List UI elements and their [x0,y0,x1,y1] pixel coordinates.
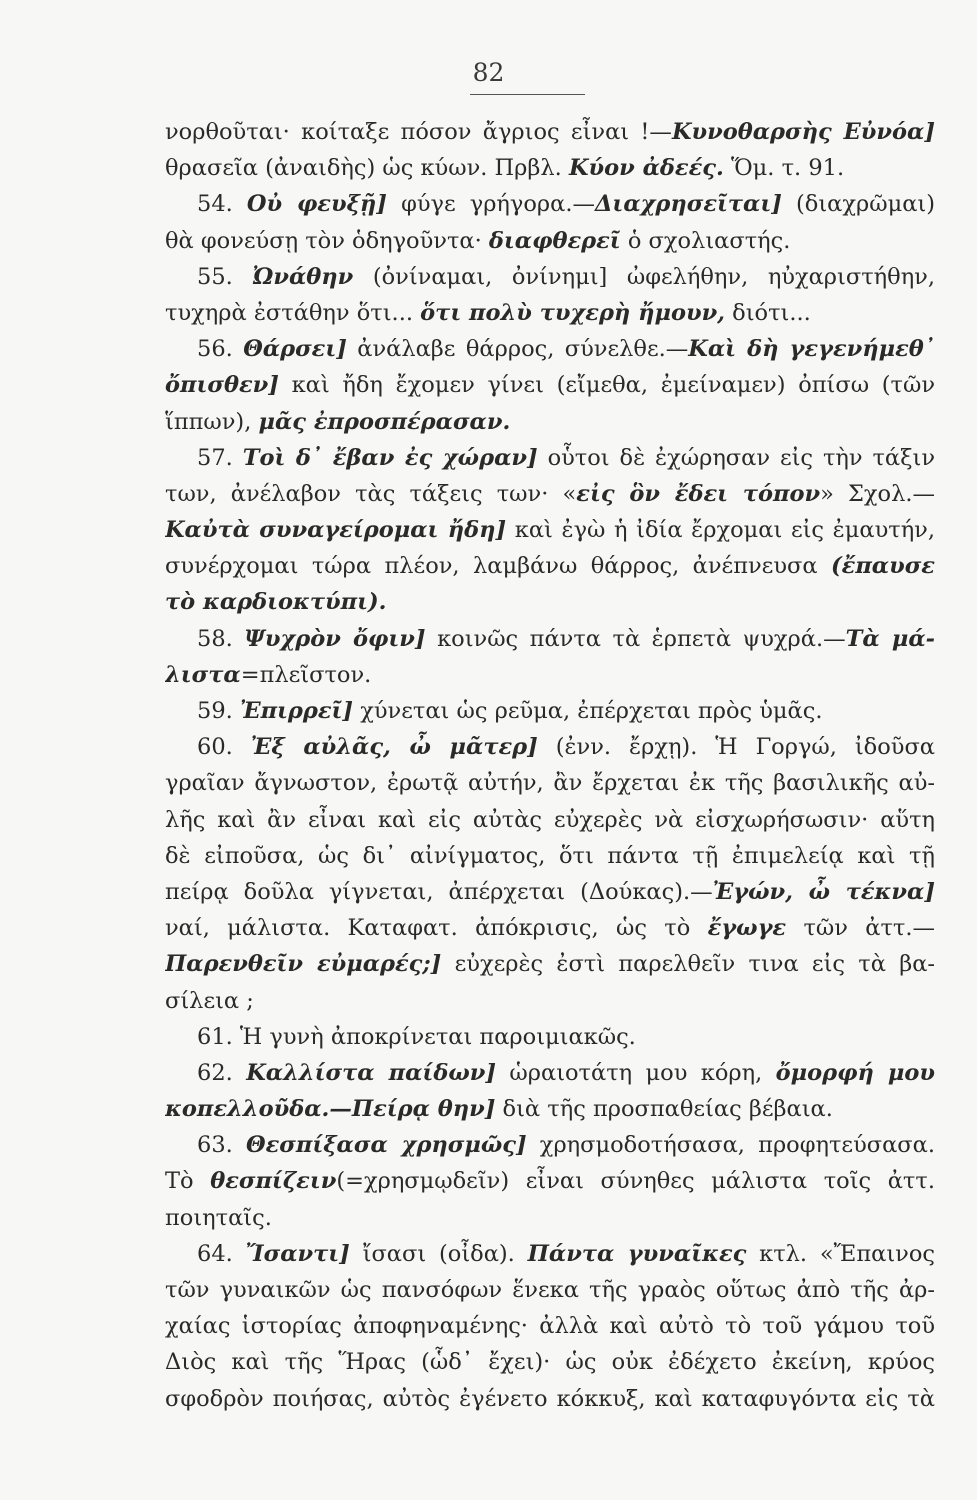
text-line [165,657,935,693]
text-line [165,223,935,259]
gloss-text: οὗτοι δὲ ἐχώρησαν εἰς τὴν τάξιν [537,444,935,471]
gloss-text: πείρᾳ δοῦλα γίγνεται, ἀπέρχεται (Δούκας).— [165,878,713,905]
text-line [165,476,935,512]
lemma-text: Οὐ φευξῇ] [246,191,387,218]
gloss-text: θὰ φονεύσῃ τὸν ὁδηγοῦντα· [165,227,489,254]
gloss-text: καὶ ἤδη ἔχομεν γίνει (εἴμεθα, ἐμείναμεν) ὀπίσω (τῶν [278,372,935,399]
gloss-text: Διὸς καὶ τῆς Ἥρας (ὧδ᾽ ἔχει)· ὡς οὐκ ἐδέχετο ἐκείνη, κρύος [165,1349,935,1376]
text-line [165,1308,935,1344]
gloss-text: Ὅμ. τ. 91. [723,155,845,182]
gloss-text: Τὸ [165,1168,211,1195]
lemma-text: ὅτι πολὺ τυχερὴ ἤμουν, [420,299,726,326]
lemma-text: λιστα [165,661,241,688]
lemma-text: τὸ καρδιοκτύπι). [165,589,387,616]
gloss-text: 64. [197,1240,246,1267]
lemma-text: Καὐτὰ συναγείρομαι ἤδη] [165,517,507,544]
lemma-text: διαφθερεῖ [488,227,621,254]
gloss-text: 60. [197,734,251,761]
gloss-text: (διαχρῶμαι) [781,191,935,218]
text-line [165,404,935,440]
text-line [165,1272,935,1308]
lemma-text: (ἔπαυσε [831,553,935,580]
gloss-text: θρασεῖα (ἀναιδὴς) ὡς κύων. Πρβλ. [165,155,569,182]
text-line [165,983,935,1019]
gloss-text: τῶν γυναικῶν ὡς πανσόφων ἕνεκα τῆς γραὸς οὕτως ἀπὸ τῆς ἀρ- [165,1277,935,1303]
gloss-text: τυχηρὰ ἐστάθην ὅτι... [165,299,421,326]
text-line [165,621,935,657]
lemma-text: Θεσπίξασα χρησμῶς] [246,1132,527,1159]
text-line [165,1236,935,1272]
gloss-text: » Σχολ.— [820,480,935,507]
gloss-text: σφοδρὸν ποιήσας, αὐτὸς ἐγένετο κόκκυξ, καὶ καταφυγόντα εἰς τὰ [165,1385,935,1412]
gloss-text: (=χρησμῳδεῖν) εἶναι σύνηθες μάλιστα τοῖς ἀττ. [336,1168,935,1195]
gloss-text: χρησμοδοτήσασα, προφητεύσασα. [526,1132,935,1159]
text-line [165,910,935,946]
gloss-text: τῶν ἀττ.— [786,915,935,942]
text-line [165,874,935,910]
gloss-text: ἵππων), [165,408,259,435]
gloss-text: κτλ. «Ἔπαινος [746,1240,935,1267]
gloss-text: λῆς καὶ ἂν εἶναι καὶ εἰς αὐτὰς εὐχερὲς νὰ εἰσχωρήσωσιν· αὕτη [165,806,935,833]
gloss-text: δὲ εἰποῦσα, ὡς δι᾽ αἰνίγματος, ὅτι πάντα τῇ ἐπιμελείᾳ καὶ τῇ [165,842,935,869]
lemma-text: Ἴσαντι] [245,1240,350,1267]
text-line [165,765,935,801]
gloss-text: ὁ σχολιαστής. [620,227,791,254]
lemma-text: Ψυχρὸν ὄφιν] [244,625,426,652]
page-number-rule [470,94,585,95]
gloss-text: καὶ ἐγὼ ἡ ἰδία ἔρχομαι εἰς ἐμαυτήν, [506,517,935,544]
lemma-text: Θάρσει] [243,336,347,363]
text-line [165,584,935,620]
lemma-text: Καὶ δὴ γεγενήμεθ᾽ [688,336,935,363]
gloss-text: συνέρχομαι τώρα πλέον, λαμβάνω θάρρος, ἀνέπνευσα [165,553,831,580]
text-line [165,946,935,982]
gloss-text: διότι... [725,299,811,326]
gloss-text: σίλεια ; [165,987,254,1014]
lemma-text: εἰς ὃν ἔδει τόπον [576,480,821,507]
lemma-text: Διαχρησεῖται] [594,191,782,218]
lemma-text: Ἐπιρρεῖ] [239,698,354,724]
gloss-text: 62. [197,1059,247,1086]
gloss-text: χαίας ἱστορίας ἀποφηναμένης· ἀλλὰ καὶ αὐτὸ τὸ τοῦ γάμου τοῦ [165,1313,935,1340]
text-line [165,150,935,186]
text-line [165,1055,935,1091]
text-line [165,548,935,584]
text-line [165,512,935,548]
text-line [165,1200,935,1236]
text-line [165,1019,935,1055]
gloss-text: 56. [197,336,244,363]
gloss-text: 57. [197,444,243,471]
gloss-text: (ὀνίναμαι, ὀνίνημι] ὠφελήθην, ηὐχαριστήθην, [353,263,935,290]
lemma-text: Τοὶ δ᾽ ἔβαν ἐς χώραν] [242,444,538,471]
text-line [165,838,935,874]
gloss-text: φύγε γρήγορα.— [386,191,595,218]
lemma-text: ἔγωγε [707,915,787,942]
text-line [165,114,935,150]
text-line [165,1163,935,1199]
lemma-text: Κύον ἀδεές. [568,155,724,182]
text-line [165,802,935,838]
text-line [165,259,935,295]
lemma-text: ὄπισθεν] [165,372,279,399]
text-line [165,1091,935,1127]
gloss-text: 59. [197,698,240,724]
lemma-text: Ὠνάθην [252,263,354,290]
gloss-text: κοινῶς πάντα τὰ ἑρπετὰ ψυχρά.— [425,625,846,652]
commentary-text [165,114,935,1417]
lemma-text: Πάντα γυναῖκες [527,1240,747,1267]
lemma-text: θεσπίζειν [210,1168,337,1195]
text-line [165,1344,935,1380]
gloss-text: των, ἀνέλαβον τὰς τάξεις των· « [165,480,577,507]
gloss-text: 54. [197,191,247,218]
text-line [165,186,935,222]
gloss-text: 61. Ἡ γυνὴ ἀποκρίνεται παροιμιακῶς. [197,1023,636,1050]
text-line [165,1127,935,1163]
lemma-text: Κυνοθαρσὴς Εὐνόα] [671,119,935,145]
text-line [165,729,935,765]
gloss-text: 55. [197,263,253,290]
gloss-text: =πλεῖστον. [240,661,372,688]
gloss-text: (ἐνν. ἔρχῃ). Ἡ Γοργώ, ἰδοῦσα [537,734,935,761]
text-line [165,693,935,729]
gloss-text: ναί, μάλιστα. Καταφατ. ἀπόκρισις, ὡς τὸ [165,915,708,942]
page-number: 82 [472,58,505,87]
text-line [165,295,935,331]
text-line [165,367,935,403]
lemma-text: κοπελλοῦδα.—Πείρᾳ θην] [165,1096,496,1123]
lemma-text: Ἐγών, ὦ τέκνα] [712,878,935,905]
gloss-text: γραῖαν ἄγνωστον, ἐρωτᾷ αὐτήν, ἂν ἔρχεται ἐκ τῆς βασιλικῆς αὐ- [165,770,935,797]
text-line [165,440,935,476]
gloss-text: ὡραιοτάτη μου κόρη, [496,1059,776,1086]
lemma-text: Παρενθεῖν εὐμαρές;] [165,951,442,978]
lemma-text: μᾶς ἐπροσπέρασαν. [258,408,511,435]
gloss-text: διὰ τῆς προσπαθείας βέβαια. [495,1096,833,1123]
gloss-text: 58. [197,625,245,652]
gloss-text: ἴσασι (οἶδα). [349,1240,528,1267]
gloss-text: ἀνάλαβε θάρρος, σύνελθε.— [346,336,689,363]
gloss-text: χύνεται ὡς ρεῦμα, ἐπέρχεται πρὸς ὑμᾶς. [353,698,823,724]
lemma-text: Ἐξ αὐλᾶς, ὦ μᾶτερ] [250,734,538,761]
gloss-text: νορθοῦται· κοίταξε πόσον ἄγριος εἶναι !— [165,119,672,145]
text-line [165,331,935,367]
gloss-text: ποιηταῖς. [165,1204,272,1231]
lemma-text: Τὰ μά- [845,625,935,652]
lemma-text: Καλλίστα παίδων] [246,1059,497,1086]
gloss-text: εὐχερὲς ἐστὶ παρελθεῖν τινα εἰς τὰ βα- [441,951,935,978]
lemma-text: ὄμορφή μου [775,1059,935,1086]
gloss-text: 63. [197,1132,246,1159]
text-line [165,1381,935,1417]
